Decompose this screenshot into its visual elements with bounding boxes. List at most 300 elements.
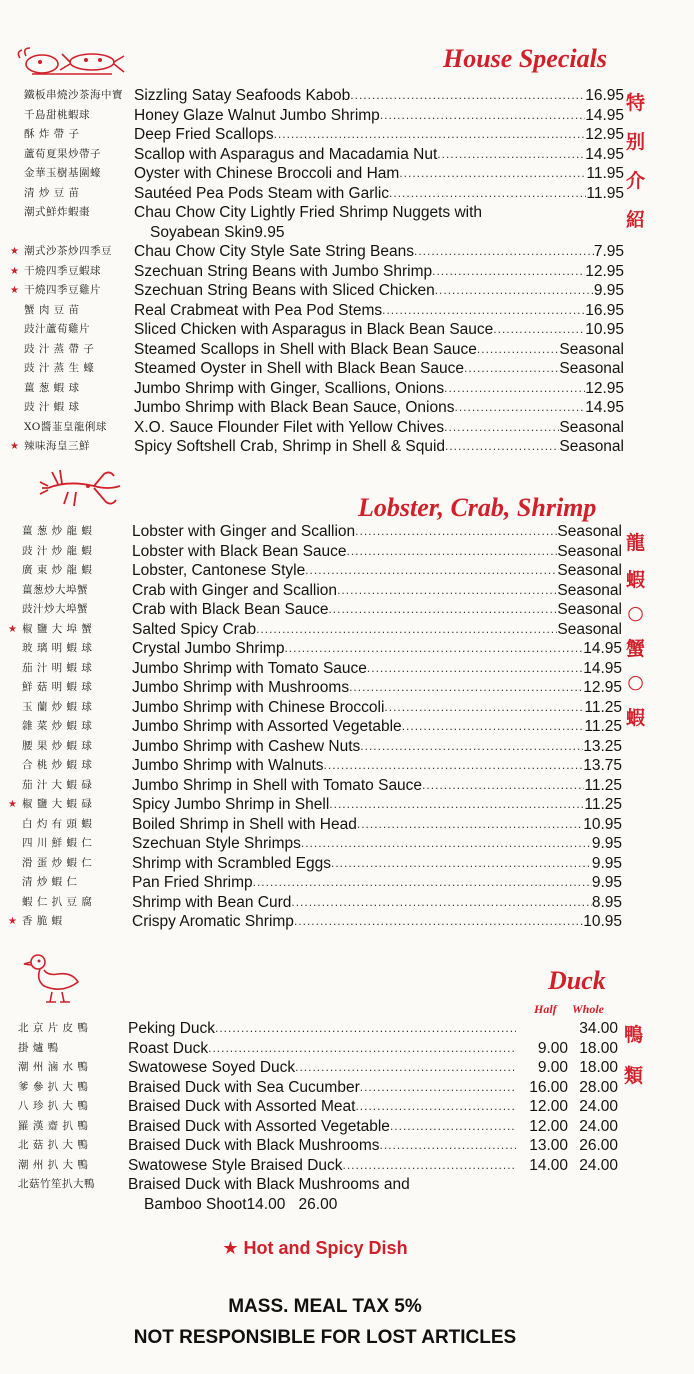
item-line <box>132 795 622 815</box>
menu-item <box>22 678 622 698</box>
menu-item <box>22 873 622 893</box>
dot-leader <box>389 184 586 204</box>
item-line <box>132 834 622 854</box>
menu-item <box>22 659 622 679</box>
item-chinese-name: 酥 炸 帶 子 <box>24 128 80 140</box>
dot-leader <box>301 834 592 854</box>
item-name: Jumbo Shrimp with Black Bean Sauce, Onions <box>134 399 455 416</box>
item-name: Szechuan Style Shrimps <box>132 835 301 852</box>
dot-leader <box>349 678 583 698</box>
item-price-half: 12.00 <box>529 1098 568 1115</box>
item-chinese-name: 干燒四季豆蝦球 <box>24 264 101 277</box>
item-price: Seasonal <box>559 340 624 358</box>
dot-leader <box>350 86 585 106</box>
dot-leader <box>355 522 557 542</box>
item-chinese-name: 滑 蛋 炒 蝦 仁 <box>22 856 93 869</box>
item-price: 16.95 <box>585 301 624 319</box>
item-price: Seasonal <box>557 620 622 638</box>
item-price: 11.25 <box>584 698 622 716</box>
item-chinese-name: 薑 葱 炒 龍 蝦 <box>22 525 93 537</box>
item-line <box>132 542 622 562</box>
house-specials-title: House Specials <box>443 44 607 73</box>
chinese-heading-char: 蝦 <box>626 569 646 591</box>
item-name: Braised Duck with Black Mushrooms and <box>128 1176 410 1193</box>
item-chinese-name: 腰 果 炒 蝦 球 <box>22 739 93 752</box>
chinese-heading-char: ○ <box>627 671 644 693</box>
house-specials-list <box>10 86 624 457</box>
menu-item <box>22 600 622 620</box>
item-chinese-name: 北 菇 扒 大 鴨 <box>18 1139 89 1151</box>
menu-item <box>24 164 624 184</box>
menu-item <box>22 834 622 854</box>
dot-leader <box>437 145 585 165</box>
item-chinese-name: 雜 菜 炒 蝦 球 <box>22 720 93 732</box>
chinese-heading-char: 蝦 <box>626 707 646 729</box>
item-name: Lobster with Black Bean Sauce <box>132 542 347 560</box>
dot-leader <box>328 600 557 620</box>
dot-leader <box>435 281 594 301</box>
dot-leader <box>360 1078 516 1098</box>
item-price-half <box>516 1019 568 1039</box>
duck-half-header: Half <box>534 1002 557 1016</box>
duck-chinese-heading <box>624 1020 643 1088</box>
item-price-whole: 26.00 <box>298 1195 338 1213</box>
item-name: Swatowese Style Braised Duck <box>128 1156 343 1174</box>
item-name: Salted Spicy Crab <box>132 620 257 638</box>
item-chinese-name: 掛 爐 鴨 <box>18 1041 59 1054</box>
item-price: 9.95 <box>593 282 624 299</box>
item-chinese-name: 玉 蘭 炒 蝦 球 <box>22 700 93 713</box>
item-line <box>134 86 624 106</box>
item-price-whole: 28.00 <box>579 1078 618 1096</box>
menu-item <box>18 1117 618 1137</box>
item-line <box>134 418 624 438</box>
item-chinese-name: 蟹 肉 豆 苗 <box>24 303 80 316</box>
item-price-whole: 18.00 <box>579 1039 618 1057</box>
item-chinese-name: 廣 東 炒 龍 蝦 <box>22 564 93 576</box>
item-price: Seasonal <box>557 562 622 579</box>
item-name: Sautéed Pea Pods Steam with Garlic <box>134 184 390 202</box>
item-name: Swatowese Soyed Duck <box>128 1059 296 1076</box>
spicy-star-icon: ★ <box>8 623 17 635</box>
menu-item <box>18 1156 618 1176</box>
dot-leader <box>357 815 583 835</box>
item-name: Crab with Black Bean Sauce <box>132 601 329 618</box>
item-chinese-name: 豉汁炒大埠蟹 <box>22 603 88 615</box>
menu-item <box>24 340 624 360</box>
item-price-half: 9.00 <box>537 1039 568 1057</box>
item-price: 14.95 <box>585 145 624 163</box>
item-price: 7.95 <box>593 243 624 260</box>
item-chinese-name: 清 炒 蝦 仁 <box>22 876 78 888</box>
item-line <box>134 164 624 184</box>
item-line <box>132 522 622 542</box>
menu-item <box>22 717 622 737</box>
dot-leader <box>493 320 585 340</box>
item-line-2 <box>144 1195 618 1215</box>
item-price: 9.95 <box>591 854 622 872</box>
item-price-half: 14.00 <box>246 1195 286 1213</box>
item-price: 14.95 <box>585 106 624 124</box>
chinese-heading-char: 蟹 <box>626 638 646 660</box>
item-line <box>132 756 622 776</box>
menu-item <box>8 795 622 815</box>
item-line <box>134 106 624 126</box>
item-name: Honey Glaze Walnut Jumbo Shrimp <box>134 106 380 124</box>
item-name: Szechuan String Beans with Sliced Chicken <box>134 282 435 299</box>
item-name-cont: Bamboo Shoot <box>144 1195 247 1213</box>
item-line <box>134 320 624 340</box>
dot-leader <box>432 262 585 282</box>
item-line-2 <box>150 223 624 243</box>
item-price: 12.95 <box>583 679 622 696</box>
item-chinese-name: XO醬韮皇龍俐球 <box>24 420 107 433</box>
menu-item <box>24 203 624 242</box>
item-line <box>132 893 622 913</box>
item-chinese-name: 薑 葱 蝦 球 <box>24 381 80 394</box>
menu-item <box>24 320 624 340</box>
item-chinese-name: 辣味海皇三鮮 <box>24 440 90 452</box>
item-price: Seasonal <box>557 601 622 618</box>
item-price: 11.25 <box>584 718 622 735</box>
item-name: Jumbo Shrimp with Assorted Vegetable <box>132 718 402 735</box>
dot-leader <box>295 1058 516 1078</box>
item-chinese-name: 豉 汁 蒸 帶 子 <box>24 342 95 355</box>
menu-item <box>18 1078 618 1098</box>
item-price-whole: 34.00 <box>579 1020 618 1037</box>
item-name: Lobster with Ginger and Scallion <box>132 523 356 540</box>
item-name: Pan Fried Shrimp <box>132 874 253 891</box>
item-chinese-name: 清 炒 豆 苗 <box>24 186 80 199</box>
item-chinese-name: 豉 汁 蝦 球 <box>24 401 80 413</box>
item-price: 10.95 <box>585 321 624 338</box>
item-line <box>134 262 624 282</box>
item-price: 10.95 <box>583 815 622 833</box>
item-name: Chau Chow City Style Sate String Beans <box>134 243 414 260</box>
item-price: Seasonal <box>559 418 624 436</box>
dot-leader <box>294 912 583 932</box>
item-line <box>132 620 622 640</box>
duck-title: Duck <box>548 966 606 995</box>
item-name: Jumbo Shrimp with Cashew Nuts <box>132 737 361 755</box>
dot-leader <box>347 542 558 562</box>
seafood-platter-illustration <box>12 44 128 80</box>
dot-leader <box>329 795 584 815</box>
item-line <box>132 776 622 796</box>
chinese-heading-char: 特 <box>626 92 646 114</box>
menu-item <box>18 1097 618 1117</box>
item-line <box>132 581 622 601</box>
dot-leader <box>284 639 583 659</box>
menu-item <box>10 281 624 301</box>
dot-leader <box>382 301 585 321</box>
item-chinese-name: 鐵板串燒沙茶海中寶 <box>24 89 123 101</box>
dot-leader <box>384 698 584 718</box>
item-line <box>132 678 622 698</box>
menu-item <box>8 912 622 932</box>
item-name: Scallop with Asparagus and Macadamia Nut <box>134 145 438 163</box>
item-line <box>132 873 622 893</box>
menu-item <box>10 242 624 262</box>
item-name: Oyster with Chinese Broccoli and Ham <box>134 165 400 182</box>
item-line <box>128 1156 618 1176</box>
item-chinese-name: 椒 鹽 大 埠 蟹 <box>22 622 93 635</box>
dot-leader <box>477 340 559 360</box>
item-price: Seasonal <box>557 542 622 560</box>
menu-item <box>22 561 622 581</box>
item-name: Crab with Ginger and Scallion <box>132 581 338 599</box>
item-price-whole: 24.00 <box>579 1117 618 1135</box>
item-line <box>132 854 622 874</box>
item-line <box>128 1058 618 1078</box>
dot-leader <box>324 756 584 776</box>
menu-item <box>22 698 622 718</box>
item-price: 11.95 <box>586 184 624 202</box>
dot-leader <box>380 1136 516 1156</box>
item-name: Steamed Oyster in Shell with Black Bean Sauce <box>134 360 464 377</box>
meal-tax-notice: MASS. MEAL TAX 5% <box>228 1296 422 1317</box>
menu-item <box>18 1039 618 1059</box>
item-price: 14.95 <box>585 399 624 416</box>
item-name: Jumbo Shrimp in Shell with Tomato Sauce <box>132 776 423 794</box>
menu-item <box>24 184 624 204</box>
item-line <box>134 398 624 418</box>
item-chinese-name: 潮式沙茶炒四季豆 <box>24 245 112 257</box>
menu-item <box>24 359 624 379</box>
item-line <box>128 1136 618 1156</box>
menu-item <box>24 418 624 438</box>
item-chinese-name: 八 珍 扒 大 鴨 <box>18 1100 89 1112</box>
dot-leader <box>464 359 559 379</box>
item-chinese-name: 香 脆 蝦 <box>22 915 63 927</box>
item-price: 10.95 <box>583 913 622 930</box>
menu-item <box>22 756 622 776</box>
item-price: 14.95 <box>583 640 622 657</box>
item-chinese-name: 蝦 仁 扒 豆 腐 <box>22 895 93 908</box>
item-price-whole: 18.00 <box>579 1059 618 1076</box>
item-price: 12.95 <box>585 379 624 397</box>
item-name: Crispy Aromatic Shrimp <box>132 913 294 930</box>
spicy-star-icon: ★ <box>10 441 19 452</box>
item-price: 12.95 <box>585 262 624 280</box>
dot-leader <box>337 581 557 601</box>
item-chinese-name: 潮 州 扒 大 鴨 <box>18 1158 89 1171</box>
menu-item <box>24 125 624 145</box>
spicy-star-icon: ★ <box>8 916 17 927</box>
item-chinese-name: 潮式鮮炸蝦棗 <box>24 206 90 218</box>
item-line <box>134 340 624 360</box>
item-line <box>132 639 622 659</box>
chinese-heading-char: 龍 <box>626 532 646 554</box>
dot-leader <box>367 659 583 679</box>
item-chinese-name: 金華玉樹基圍蠔 <box>24 167 101 179</box>
item-price-whole: 26.00 <box>579 1137 618 1154</box>
item-price-half: 9.00 <box>537 1059 568 1076</box>
dot-leader <box>402 717 585 737</box>
item-line <box>134 437 624 457</box>
dot-leader <box>360 737 583 757</box>
item-name-cont: Soyabean Skin <box>150 223 255 241</box>
dot-leader <box>399 164 586 184</box>
item-line <box>128 1019 618 1039</box>
item-line <box>132 561 622 581</box>
item-chinese-name: 薑葱炒大埠蟹 <box>22 583 88 596</box>
lobster-illustration <box>38 466 128 510</box>
menu-item <box>22 854 622 874</box>
item-chinese-name: 白 灼 有 頭 蝦 <box>22 817 93 830</box>
dot-leader <box>390 1117 516 1137</box>
item-chinese-name: 合 桃 炒 蝦 球 <box>22 759 93 771</box>
item-price: 8.95 <box>591 893 622 911</box>
dot-leader <box>253 873 592 893</box>
chinese-heading-char: 介 <box>626 170 646 192</box>
item-name: Braised Duck with Assorted Meat <box>128 1098 356 1115</box>
dot-leader <box>444 379 585 399</box>
item-price: 12.95 <box>585 126 624 143</box>
item-price: 16.95 <box>585 87 624 104</box>
item-price: Seasonal <box>557 523 622 540</box>
menu-item <box>22 737 622 757</box>
item-line <box>134 379 624 399</box>
menu-item <box>22 639 622 659</box>
chinese-heading-char: ○ <box>627 602 644 624</box>
menu-item <box>18 1175 618 1214</box>
item-name: Real Crabmeat with Pea Pod Stems <box>134 301 383 319</box>
dot-leader <box>274 125 586 145</box>
item-line <box>128 1097 618 1117</box>
item-name: Spicy Jumbo Shrimp in Shell <box>132 796 330 813</box>
dot-leader <box>422 776 584 796</box>
item-line <box>134 203 624 223</box>
item-line <box>128 1117 618 1137</box>
item-line <box>134 184 624 204</box>
item-chinese-name: 玻 璃 明 蝦 球 <box>22 642 93 654</box>
dot-leader <box>256 620 557 640</box>
dot-leader <box>208 1039 516 1059</box>
menu-item <box>24 379 624 399</box>
menu-item <box>10 437 624 457</box>
item-price: 14.95 <box>583 659 622 677</box>
menu-item <box>24 301 624 321</box>
lost-articles-notice: NOT RESPONSIBLE FOR LOST ARTICLES <box>133 1327 517 1348</box>
item-name: Jumbo Shrimp with Walnuts <box>132 757 324 774</box>
menu-item <box>22 776 622 796</box>
item-line <box>134 242 624 262</box>
item-line <box>132 737 622 757</box>
duck-whole-header: Whole <box>572 1002 605 1016</box>
item-price-half: 12.00 <box>529 1117 568 1135</box>
item-chinese-name: 豉 汁 炒 龍 蝦 <box>22 544 93 557</box>
item-line <box>132 698 622 718</box>
menu-item <box>22 581 622 601</box>
chinese-heading-char: 别 <box>626 131 646 153</box>
item-name: Crystal Jumbo Shrimp <box>132 640 285 657</box>
item-name: Sliced Chicken with Asparagus in Black Bean Sauce <box>134 321 494 338</box>
menu-item <box>18 1058 618 1078</box>
dot-leader <box>291 893 591 913</box>
item-name: Braised Duck with Sea Cucumber <box>128 1078 360 1096</box>
menu-item <box>24 398 624 418</box>
item-price: Seasonal <box>559 360 624 377</box>
chinese-heading-char: 鴨 <box>624 1024 644 1046</box>
item-name: Braised Duck with Black Mushrooms <box>128 1137 380 1154</box>
item-name: Shrimp with Scrambled Eggs <box>132 854 331 872</box>
item-chinese-name: 豉汁蘆荀雞片 <box>24 323 90 335</box>
menu-item <box>22 815 622 835</box>
item-name: Deep Fried Scallops <box>134 126 274 143</box>
item-price: 11.95 <box>586 165 624 182</box>
item-name: Steamed Scallops in Shell with Black Bean Sauce <box>134 340 477 358</box>
item-line <box>134 301 624 321</box>
item-line <box>132 600 622 620</box>
house-specials-chinese-heading <box>626 88 645 232</box>
chinese-heading-char: 紹 <box>626 209 646 231</box>
item-name: Sizzling Satay Seafoods Kabob <box>134 87 351 104</box>
item-price-half: 16.00 <box>529 1078 568 1096</box>
dot-leader <box>445 437 559 457</box>
dot-leader <box>455 398 586 418</box>
item-chinese-name: 鮮 菇 明 蝦 球 <box>22 681 93 693</box>
item-name: Peking Duck <box>128 1020 216 1037</box>
item-name: Chau Chow City Lightly Fried Shrimp Nuggets with <box>134 204 483 221</box>
dot-leader <box>215 1019 516 1039</box>
spicy-star-icon: ★ <box>10 285 19 296</box>
item-name: Jumbo Shrimp with Mushrooms <box>132 679 350 696</box>
item-line <box>132 717 622 737</box>
item-price: Seasonal <box>559 438 624 455</box>
item-price: 9.95 <box>591 835 622 852</box>
spicy-star-icon: ★ <box>8 799 17 810</box>
spicy-star-icon: ★ <box>10 246 19 257</box>
item-line <box>132 659 622 679</box>
menu-item <box>18 1136 618 1156</box>
item-line <box>134 359 624 379</box>
item-price: 13.25 <box>583 737 622 755</box>
item-name: Boiled Shrimp in Shell with Head <box>132 815 357 833</box>
hot-spicy-legend: ★ Hot and Spicy Dish <box>222 1238 408 1258</box>
item-line <box>134 145 624 165</box>
menu-item <box>24 106 624 126</box>
item-line <box>132 815 622 835</box>
item-name: Jumbo Shrimp with Tomato Sauce <box>132 659 367 677</box>
dot-leader <box>414 242 594 262</box>
item-chinese-name: 干燒四季豆雞片 <box>24 284 101 296</box>
item-line <box>134 125 624 145</box>
menu-item <box>10 262 624 282</box>
item-chinese-name: 北菇竹笙扒大鴨 <box>18 1178 95 1190</box>
item-name: Roast Duck <box>128 1039 209 1057</box>
item-price-whole: 24.00 <box>579 1156 618 1174</box>
item-price: Seasonal <box>557 581 622 599</box>
item-chinese-name: 羅 漢 齋 扒 鴨 <box>18 1119 89 1132</box>
item-line <box>128 1078 618 1098</box>
item-chinese-name: 潮 州 滷 水 鴨 <box>18 1061 89 1073</box>
chinese-heading-char: 類 <box>624 1065 644 1087</box>
dot-leader <box>355 1097 516 1117</box>
menu-item <box>8 620 622 640</box>
item-name: Jumbo Shrimp with Ginger, Scallions, Onions <box>134 379 445 397</box>
item-price-half: 13.00 <box>529 1137 568 1154</box>
item-name: Braised Duck with Assorted Vegetable <box>128 1117 390 1135</box>
item-line <box>134 281 624 301</box>
item-name: Lobster, Cantonese Style <box>132 562 306 579</box>
item-price-half: 14.00 <box>529 1156 568 1174</box>
duck-list <box>18 1019 618 1214</box>
item-name: Szechuan String Beans with Jumbo Shrimp <box>134 262 433 280</box>
lobster-crab-shrimp-title: Lobster, Crab, Shrimp <box>358 493 597 522</box>
menu-item <box>24 86 624 106</box>
lobster-crab-shrimp-chinese-heading <box>626 528 645 730</box>
